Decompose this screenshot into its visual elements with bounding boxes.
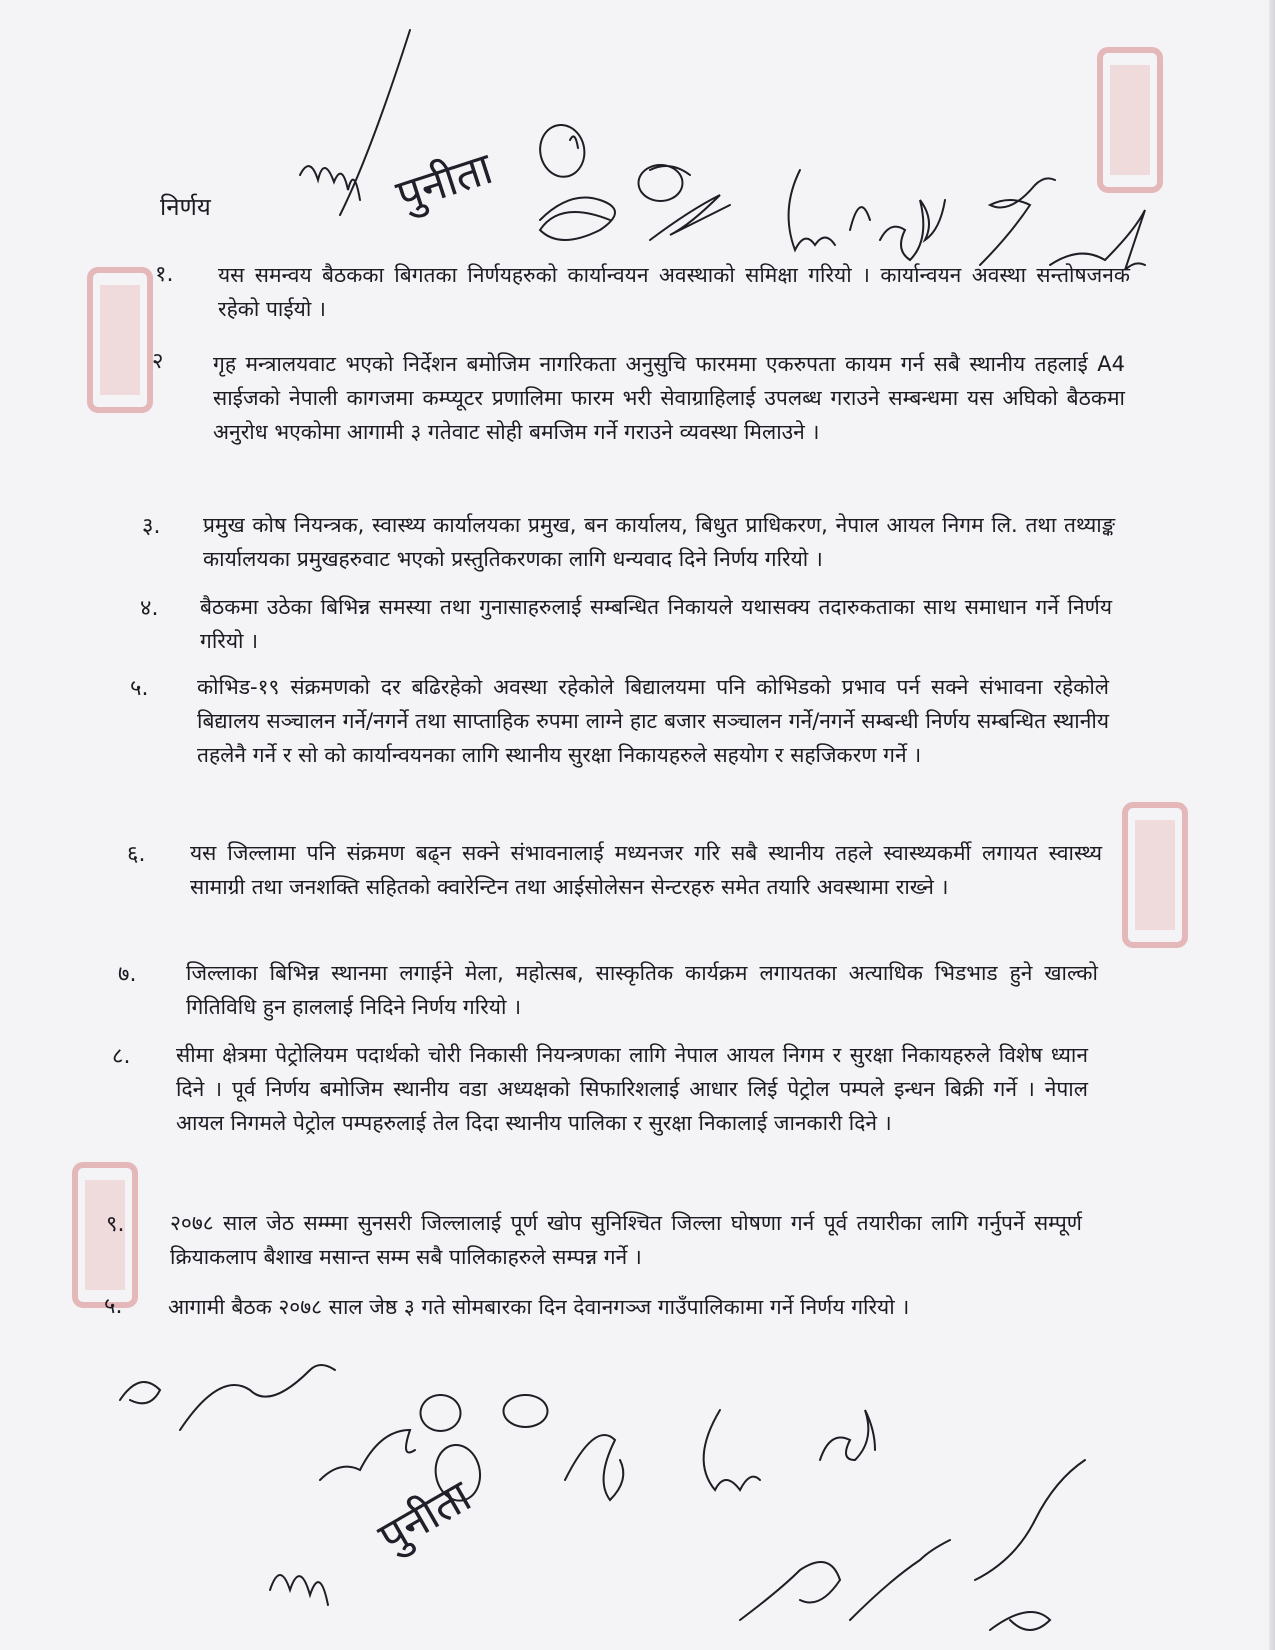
item-text-7: जिल्लाका बिभिन्न स्थानमा लगाईने मेला, महोत्सब, सास्कृतिक कार्यक्रम लगायतका अत्याधिक भिडभाड हुने खाल्को गितिविधि हुन हाललाई निदिने निर्णय गरियो । xyxy=(186,961,1098,1019)
item-number-5: ५. xyxy=(130,676,149,701)
signature-bottom-10 xyxy=(975,1460,1085,1580)
watermark-stamp-right-top xyxy=(1095,45,1165,195)
item-text-4: बैठकमा उठेका बिभिन्न समस्या तथा गुनासाहरुलाई सम्बन्धित निकायले यथासक्य तदारुकताका साथ समाधान गर्ने निर्णय गरियो । xyxy=(200,595,1112,653)
item-number-6: ६. xyxy=(127,842,146,867)
signature-name-bottom: पुनीता xyxy=(370,1470,480,1564)
signature-top-4 xyxy=(639,165,691,201)
item-number-9: ९. xyxy=(106,1212,125,1237)
signature-bottom-7 xyxy=(820,1410,875,1460)
signature-bottom-2 xyxy=(320,1430,415,1480)
item-number-4: ४. xyxy=(140,596,159,621)
signature-top-6 xyxy=(789,170,870,250)
signature-bottom-8 xyxy=(740,1562,840,1620)
decisions-heading: निर्णय xyxy=(160,193,211,221)
signature-bottom-9 xyxy=(850,1540,950,1620)
signature-bottom-4 xyxy=(503,1395,547,1427)
signature-bottom-11 xyxy=(990,1612,1050,1630)
item-text-10: आगामी बैठक २०७८ साल जेष्ठ ३ गते सोमबारका दिन देवानगञ्ज गाउँपालिकामा गर्ने निर्णय गरियो । xyxy=(168,1295,910,1319)
item-text-1: यस समन्वय बैठकका बिगतका निर्णयहरुको कार्यान्वयन अवस्थाको समिक्षा गरियो । कार्यान्वयन अवस्था सन्तोषजनक रहेको पाईयो । xyxy=(218,263,1130,321)
signature-bottom-6 xyxy=(704,1410,760,1490)
item-number-10: ५. xyxy=(104,1294,123,1319)
scanner-edge-shadow xyxy=(1269,0,1275,1650)
signature-top-5 xyxy=(650,195,730,240)
item-number-2: २ xyxy=(152,349,164,374)
item-text-2: गृह मन्त्रालयवाट भएको निर्देशन बमोजिम नागरिकता अनुसुचि फारममा एकरुपता कायम गर्न सबै स्थानीय तहलाई A4 साईजको नेपाली कागजमा कम्प्यूटर प्रणालिमा फारम भरी सेवाग्राहिलाई उपलब्ध गराउने सम्बन्धमा यस अघिको बैठकमा अनुरोध भएकोमा आगामी ३ गतेवाट सोही बमजिम गर्ने गराउने व्यवस्था मिलाउने । xyxy=(213,352,1125,444)
item-number-1: १. xyxy=(155,262,174,287)
item-number-8: ८. xyxy=(112,1044,131,1069)
signature-name-top: पुनीता xyxy=(390,143,499,222)
signature-top-8 xyxy=(980,178,1055,265)
item-text-8: सीमा क्षेत्रमा पेट्रोलियम पदार्थको चोरी निकासी नियन्त्रणका लागि नेपाल आयल निगम र सुरक्षा निकायहरुले विशेष ध्यान दिने । पूर्व निर्णय बमोजिम स्थानीय वडा अध्यक्षको सिफारिशलाई आधार लिई पेट्रोल पम्पले इन्धन बिक्री गर्ने । नेपाल आयल निगमले पेट्रोल पम्पहरुलाई तेल दिदा स्थानीय पालिका र सुरक्षा निकालाई जानकारी दिने । xyxy=(176,1043,1088,1135)
item-text-3: प्रमुख कोष नियन्त्रक, स्वास्थ्य कार्यालयका प्रमुख, बन कार्यालय, बिधुत प्राधिकरण, नेपाल आयल निगम लि. तथा तथ्याङ्क कार्यालयका प्रमुखहरुवाट भएको प्रस्तुतिकरणका लागि धन्यवाद दिने निर्णय गरियो । xyxy=(203,513,1115,571)
signature-bottom-1 xyxy=(120,1365,335,1430)
watermark-stamp-right-middle xyxy=(1120,800,1190,950)
item-number-7: ७. xyxy=(118,962,137,987)
watermark-stamp-left-top xyxy=(85,265,155,415)
item-number-3: ३. xyxy=(142,514,161,539)
signature-top-7 xyxy=(880,200,945,260)
item-text-9: २०७८ साल जेठ सम्म्मा सुनसरी जिल्लालाई पूर्ण खोप सुनिश्चित जिल्ला घोषणा गर्न पूर्व तयारीका लागि गर्नुपर्ने सम्पूर्ण क्रियाकलाप बैशाख मसान्त सम्म सबै पालिकाहरुले सम्पन्न गर्ने । xyxy=(170,1211,1082,1269)
item-text-5: कोभिड-१९ संक्रमणको दर बढिरहेको अवस्था रहेकोले बिद्यालयमा पनि कोभिडको प्रभाव पर्न सक्ने संभावना रहेकोले बिद्यालय सञ्चालन गर्ने/नगर्ने तथा साप्ताहिक रुपमा लाग्ने हाट बजार सञ्चालन गर्ने/नगर्ने सम्बन्धी निर्णय सम्बन्धित स्थानीय तहलेनै गर्ने र सो को कार्यान्वयनका लागि स्थानीय सुरक्षा निकायहरुले सहयोग र सहजिकरण गर्ने । xyxy=(197,675,1109,767)
item-text-6: यस जिल्लामा पनि संक्रमण बढ्न सक्ने संभावनालाई मध्यनजर गरि सबै स्थानीय तहले स्वास्थ्यकर्मी लगायत स्वास्थ्य सामाग्री तथा जनशक्ति सहितको क्वारेन्टिन तथा आईसोलेसन सेन्टरहरु समेत तयारि अवस्थामा राख्ने । xyxy=(190,841,1102,899)
signature-top-2 xyxy=(540,125,584,177)
signature-top-3 xyxy=(540,198,615,241)
signature-bottom-5 xyxy=(565,1435,623,1500)
signature-bottom-12 xyxy=(270,1575,328,1605)
signature-top-1 xyxy=(300,30,410,215)
